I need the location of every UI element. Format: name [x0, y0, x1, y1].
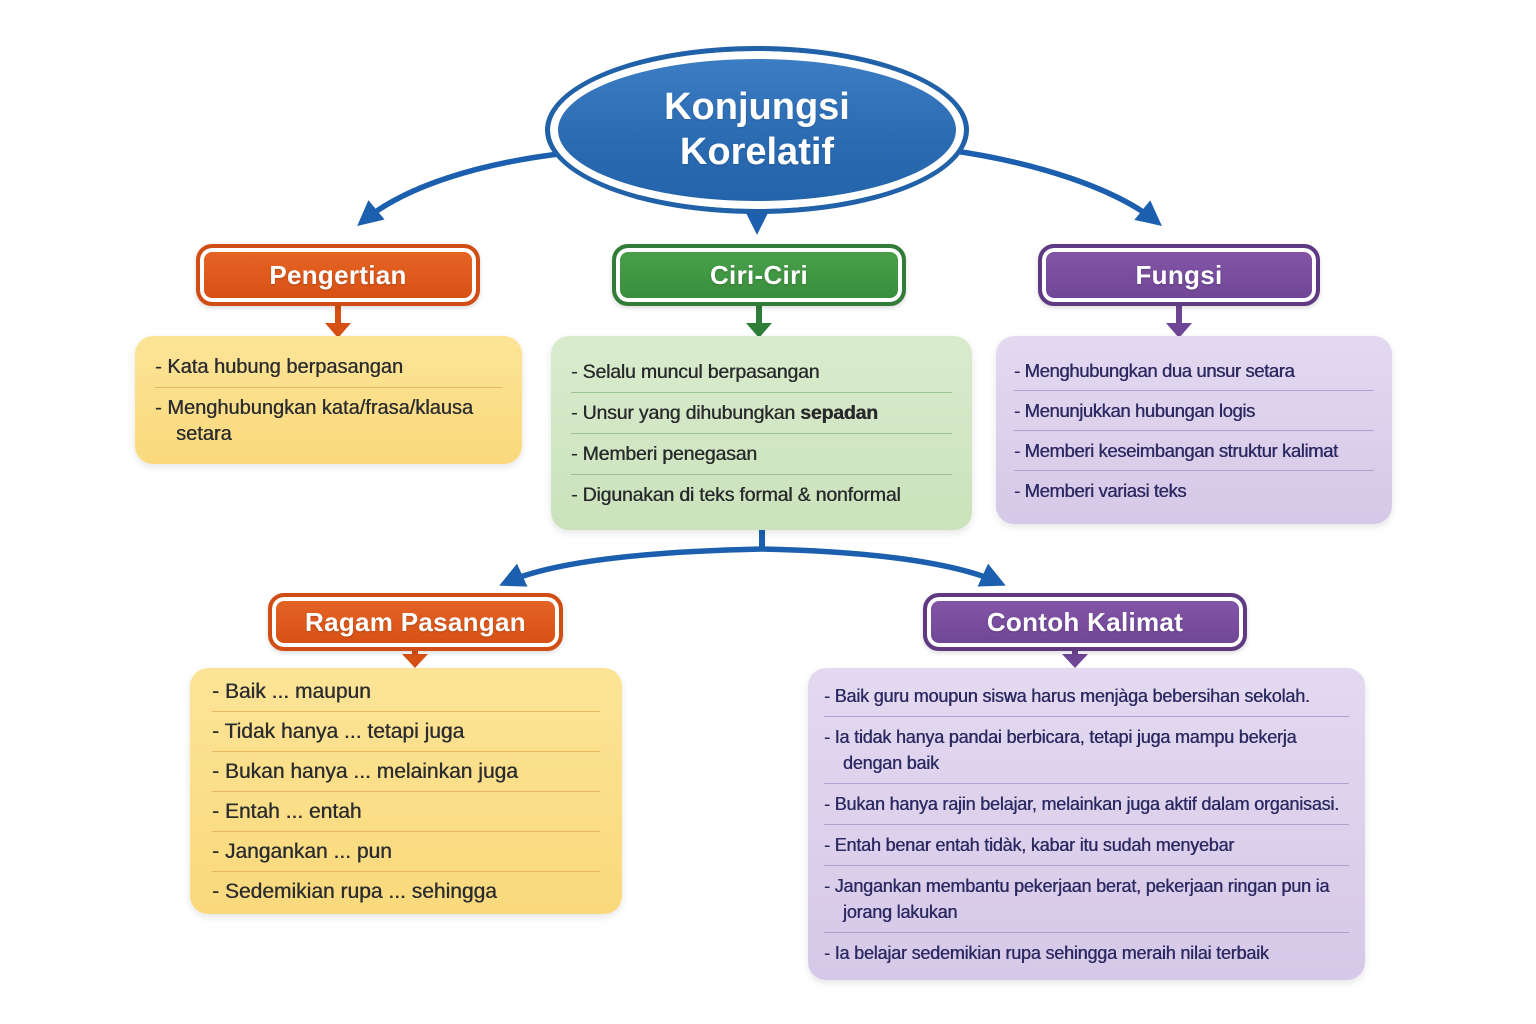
list-item: - Sedemikian rupa ... sehingga — [212, 879, 497, 903]
list-item: - Baik ... maupun — [212, 679, 371, 703]
list-item: - Ia belajar sedemikian rupa sehingga meraih nilai terbaik — [824, 942, 1269, 963]
list-item: - Memberi penegasan — [571, 442, 757, 465]
arrow-root-to-pengertian — [362, 153, 567, 222]
item-divider — [212, 871, 600, 872]
list-item: - Ia tidak hanya pandai berbicara, tetapi juga mampu bekerja dengan baik — [824, 726, 1297, 773]
arrow-branch-to-contoh — [762, 549, 1000, 583]
node-ciri-header — [612, 244, 906, 306]
node-pengertian-content — [135, 336, 522, 464]
list-item: - Entah benar entah tidàk, kabar itu sudah menyebar — [824, 834, 1235, 855]
node-ciri-title: Ciri-Ciri — [709, 259, 809, 290]
root-node — [545, 46, 969, 214]
list-item: - Selalu muncul berpasangan — [571, 360, 820, 383]
arrow-ragam-down — [402, 651, 428, 668]
node-pengertian-title: Pengertian — [269, 259, 407, 290]
node-fungsi-title: Fungsi — [1135, 259, 1223, 290]
item-divider — [212, 711, 600, 712]
node-ragam-content — [190, 668, 622, 914]
list-item: - Menghubungkan kata/frasa/klausa setara — [155, 396, 473, 445]
node-ciri-content — [551, 336, 972, 530]
arrow-branch-to-ragam — [505, 549, 762, 583]
item-divider — [212, 831, 600, 832]
list-item: - Unsur yang dihubungkan sepadan — [571, 401, 878, 424]
node-contoh-title: Contoh Kalimat — [986, 606, 1184, 637]
list-item: - Menunjukkan hubungan logis — [1014, 399, 1255, 421]
node-contoh-content — [808, 668, 1365, 980]
node-ragam-title: Ragam Pasangan — [305, 606, 526, 637]
item-divider — [212, 791, 600, 792]
list-item: - Digunakan di teks formal & nonformal — [571, 483, 901, 506]
arrow-pengertian-down — [325, 306, 351, 338]
node-fungsi-header — [1038, 244, 1320, 306]
node-pengertian-header — [196, 244, 480, 306]
node-contoh-header — [923, 593, 1247, 651]
list-item: - Memberi keseimbangan struktur kalimat — [1014, 439, 1338, 461]
list-item: - Menghubungkan dua unsur setara — [1014, 359, 1295, 381]
node-ragam-header — [268, 593, 563, 651]
arrow-ciri-down — [746, 306, 772, 338]
list-item: - Entah ... entah — [212, 799, 362, 823]
list-item: - Bukan hanya ... melainkan juga — [212, 759, 518, 783]
node-fungsi-content — [996, 336, 1392, 524]
list-item: - Kata hubung berpasangan — [155, 355, 403, 378]
item-divider — [155, 387, 502, 388]
list-item: - Bukan hanya rajin belajar, melainkan juga aktif dalam organisasi. — [824, 793, 1339, 814]
list-item: - Jangankan membantu pekerjaan berat, pekerjaan ringan pun ia jorang lakukan — [824, 875, 1330, 922]
item-divider — [212, 751, 600, 752]
arrow-contoh-down — [1062, 651, 1088, 668]
list-item: - Tidak hanya ... tetapi juga — [212, 719, 465, 743]
root-title: Konjungsi Korelatif — [664, 86, 850, 173]
arrow-root-to-fungsi — [948, 150, 1157, 222]
list-item: - Memberi variasi teks — [1014, 479, 1187, 501]
list-item: - Baik guru moupun siswa harus menjàga bebersihan sekolah. — [824, 685, 1310, 706]
arrow-fungsi-down — [1166, 306, 1192, 338]
list-item: - Jangankan ... pun — [212, 839, 392, 863]
